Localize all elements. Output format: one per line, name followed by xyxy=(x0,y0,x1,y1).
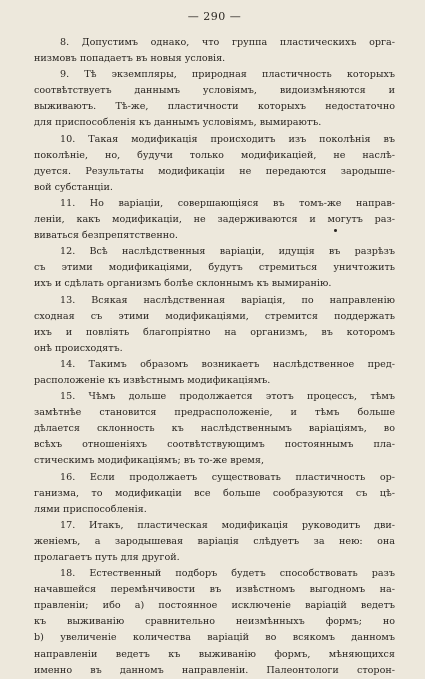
text-line: выживаютъ. Тѣ-же, пластичности которыхъ недостаточно xyxy=(34,101,395,113)
text-line: расположеніе къ извѣстнымъ модификаціямъ. xyxy=(34,374,271,386)
text-line: соотвѣтствуетъ даннымъ условіямъ, видоизмѣняются и xyxy=(34,85,395,97)
text-line: леніи, какъ модификаціи, не задерживаются и могутъ раз- xyxy=(34,214,395,226)
text-line: именно въ данномъ направленіи. Палеонтологи сторон- xyxy=(34,664,395,676)
text-line: 11. Но варіаціи, совершающіяся въ томъ-же направ- xyxy=(60,197,395,209)
page-number: — 290 — xyxy=(187,10,242,23)
text-line: стическимъ модификаціямъ; въ то-же время, xyxy=(34,455,264,467)
text-line: 9. Тѣ экземпляры, природная пластичность которыхъ xyxy=(60,69,395,81)
text-line: поколѣніе, но, будучи только модификаціей, не наслѣ- xyxy=(34,149,395,161)
text-line: замѣтнѣе становится предрасположеніе, и тѣмъ больше xyxy=(34,407,395,419)
text-line: начавшейся перемѣнчивости въ извѣстномъ выгодномъ на- xyxy=(34,584,395,596)
text-line: ганизма, то модификаціи все больше сообразуются съ цѣ- xyxy=(34,487,395,499)
text-line: онѣ происходятъ. xyxy=(34,342,123,354)
text-line: дуется. Результаты модификаціи не передаются зародыше- xyxy=(34,165,395,177)
text-line: съ этими модификаціями, будутъ стремиться уничтожить xyxy=(34,262,395,274)
text-line: направленіи ведетъ къ выживанію формъ, мѣняющихся xyxy=(34,648,395,660)
text-line: женіемъ, а зародышевая варіація слѣдуетъ за нею: она xyxy=(34,535,395,547)
text-line: ихъ и сдѣлать организмъ болѣе склоннымъ къ вымиранію. xyxy=(34,278,332,290)
text-line: пролагаетъ путь для другой. xyxy=(34,552,180,563)
text-line: виваться безпрепятственно. xyxy=(34,230,178,242)
text-line: ихъ и повліять благопріятно на организмъ, въ которомъ xyxy=(34,326,395,338)
text-body xyxy=(34,35,395,679)
text-line: 8. Допустимъ однако, что группа пластическихъ орга- xyxy=(60,37,395,48)
text-line: дѣлается склонность къ наслѣдственнымъ варіаціямъ, во xyxy=(34,423,395,435)
text-line: 18. Естественный подборъ будетъ способствовать разъ xyxy=(60,568,395,580)
text-line: 16. Если продолжаетъ существовать пластичность ор- xyxy=(60,471,395,483)
text-line: къ выживанію сравнительно неизмѣнныхъ формъ; но xyxy=(34,616,395,628)
text-line: всѣхъ отношеніяхъ соотвѣтствующимъ постояннымъ пла- xyxy=(34,439,395,451)
text-line: сходная съ этими модификаціями, стремится поддержать xyxy=(34,310,395,322)
text-line: для приспособленія къ даннымъ условіямъ, вымираютъ. xyxy=(34,117,322,129)
text-line: b) увеличеніе количества варіацій во всякомъ данномъ xyxy=(34,632,395,644)
text-line: 17. Итакъ, пластическая модификація руководитъ дви- xyxy=(60,519,395,531)
text-line: 15. Чѣмъ дольше продолжается этотъ процессъ, тѣмъ xyxy=(60,391,395,403)
text-line: 14. Такимъ образомъ возникаетъ наслѣдственное пред- xyxy=(60,358,395,370)
text-line: лями приспособленія. xyxy=(34,503,147,515)
text-line: низмовъ попадаетъ въ новыя условія. xyxy=(34,53,226,65)
text-line: правленіи; ибо a) постоянное исключеніе варіацій ведетъ xyxy=(34,600,395,612)
text-line: 10. Такая модификація происходитъ изъ поколѣнія въ xyxy=(60,133,395,145)
ink-speck xyxy=(334,229,337,232)
text-line: 13. Всякая наслѣдственная варіація, по направленію xyxy=(60,294,395,306)
text-line: 12. Всѣ наслѣдственныя варіаціи, идущія въ разрѣзъ xyxy=(60,246,395,258)
text-line: вой субстанціи. xyxy=(34,181,113,193)
